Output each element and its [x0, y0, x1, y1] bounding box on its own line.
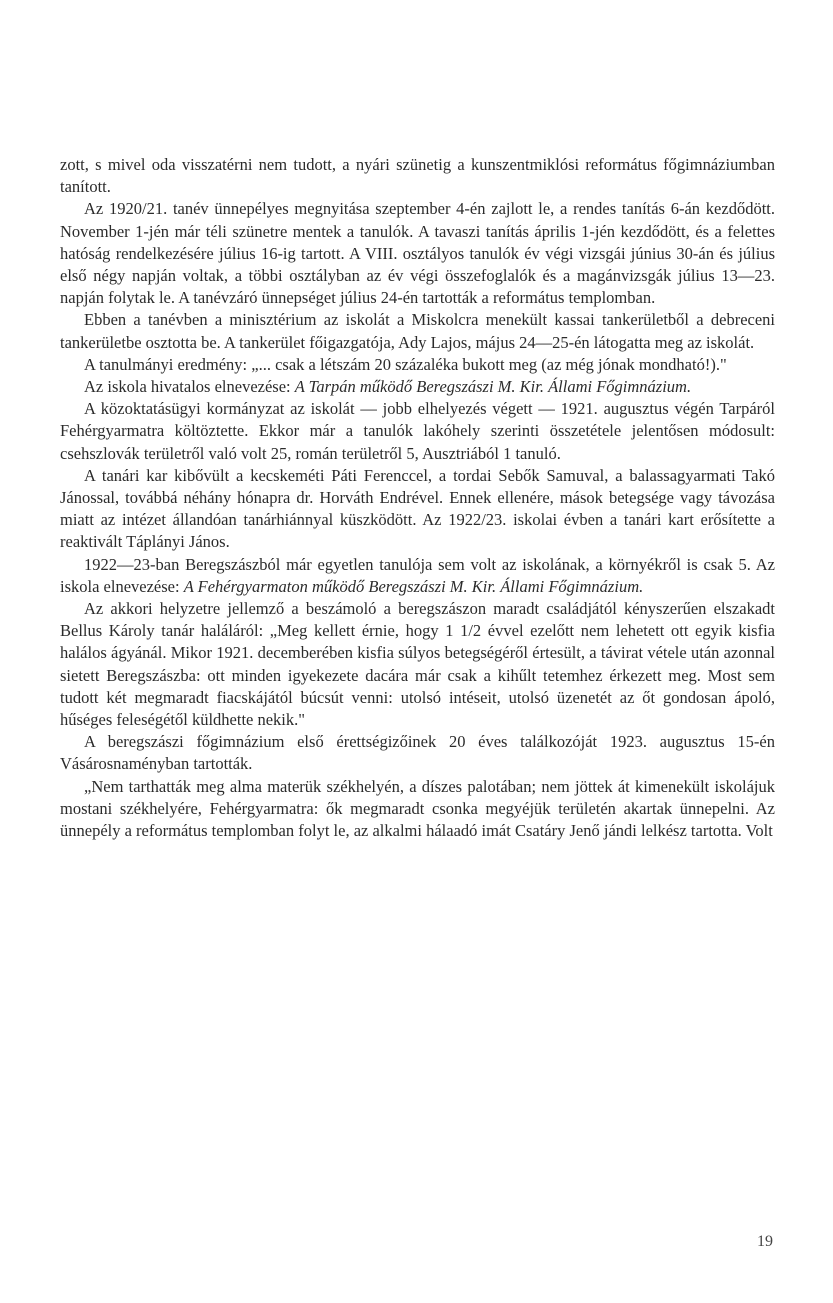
paragraph-2-text: Az 1920/21. tanév ünnepélyes megnyitása szeptember 4-én zajlott le, a rendes tanítás 6-án kezdődött. November 1-jén már téli szünetre mentek a tanulók. A tavaszi tanítás április 1-jén kezdődött, és a felettes hatóság rendelkezésére július 16-ig tartott. A VIII. osztályos tanulók év végi vizsgái június 30-án és július első négy napján voltak, a többi osztályban az év végi összefoglalók és a magánvizsgák július 13—23. napján folytak le. A tanévzáró ünnepséget július 24-én tartották a református templomban. [60, 199, 775, 308]
paragraph-11 [60, 776, 775, 843]
paragraph-5 [60, 376, 775, 398]
paragraph-8-italic: A Fehérgyarmaton működő Beregszászi M. Kir. Állami Főgimnázium. [183, 576, 644, 596]
paragraph-5-italic: A Tarpán működő Beregszászi M. Kir. Állami Főgimnázium. [294, 377, 692, 397]
paragraph-2 [60, 198, 775, 309]
paragraph-4 [60, 354, 775, 376]
paragraph-3 [60, 309, 775, 353]
paragraph-8 [60, 554, 775, 598]
paragraph-10 [60, 731, 775, 775]
paragraph-11-text: „Nem tarthatták meg alma materük székhelyén, a díszes palotában; nem jöttek át kimenekült iskolájuk mostani székhelyére, Fehérgyarmatra: ők megmaradt csonka megyéjük területén akartak ünnepelni. Az ünnepély a református templomban folyt le, az alkalmi hálaadó imát Csatáry Jenő jándi lelkész tartotta. Volt [60, 776, 775, 841]
paragraph-7-text: A tanári kar kibővült a kecskeméti Páti Ferenccel, a tordai Sebők Samuval, a balassagyarmati Takó Jánossal, továbbá néhány hónapra dr. Horváth Endrével. Ennek ellenére, mások betegsége vagy távozása miatt az intézet állandóan tanárhiánnyal küszködött. Az 1922/23. iskolai évben a tanári kart erősítette a reaktivált Táplányi János. [60, 465, 775, 552]
paragraph-1-text: zott, s mivel oda visszatérni nem tudott, a nyári szünetig a kunszentmiklósi református főgimnáziumban tanított. [60, 155, 775, 197]
paragraph-5-text: Az iskola hivatalos elnevezése: [84, 377, 295, 397]
paragraph-6 [60, 398, 775, 465]
body-text [60, 154, 775, 842]
paragraph-4-text: A tanulmányi eredmény: „... csak a létszám 20 százaléka bukott meg (az még jónak mondható!)." [84, 354, 727, 374]
paragraph-10-text: A beregszászi főgimnázium első érettségizőinek 20 éves találkozóját 1923. augusztus 15-én Vásárosnaményban tartották. [60, 732, 775, 774]
paragraph-1 [60, 154, 775, 198]
paragraph-9-text: Az akkori helyzetre jellemző a beszámoló a beregszászon maradt családjától kényszerűen elszakadt Bellus Károly tanár haláláról: „Meg kellett érnie, hogy 1 1/2 évvel ezelőtt nem lehetett ott egyik kisfia halálos ágyánál. Mikor 1921. decemberében kisfia súlyos betegségéről értesült, a távirat vétele után azonnal sietett Beregszászba: ott minden igyekezete dacára már csak a kihűlt tetemhez érkezett meg. Most sem tudott két megmaradt fiacskájától búcsút venni: utolsó intéseit, utolsó üzenetét az őt gondosan ápoló, hűséges feleségétől küldhette nekik." [60, 599, 775, 730]
paragraph-7 [60, 465, 775, 554]
page-number: 19 [757, 1233, 773, 1250]
paragraph-6-text: A közoktatásügyi kormányzat az iskolát — jobb elhelyezés végett — 1921. augusztus végén Tarpáról Fehérgyarmatra költöztette. Ekkor már a tanulók lakóhely szerinti összetétele jelentősen módosult: csehszlovák területről való volt 25, román területről 5, Ausztriából 1 tanuló. [60, 399, 775, 463]
paragraph-9 [60, 598, 775, 731]
paragraph-3-text: Ebben a tanévben a minisztérium az iskolát a Miskolcra menekült kassai tankerületből a debreceni tankerületbe osztotta be. A tankerület főigazgatója, Ady Lajos, május 24—25-én látogatta meg az iskolát. [60, 310, 775, 352]
paragraph-8-text: 1922—23-ban Beregszászból már egyetlen tanulója sem volt az iskolának, a környékről is csak 5. Az iskola elnevezése: [60, 554, 775, 596]
